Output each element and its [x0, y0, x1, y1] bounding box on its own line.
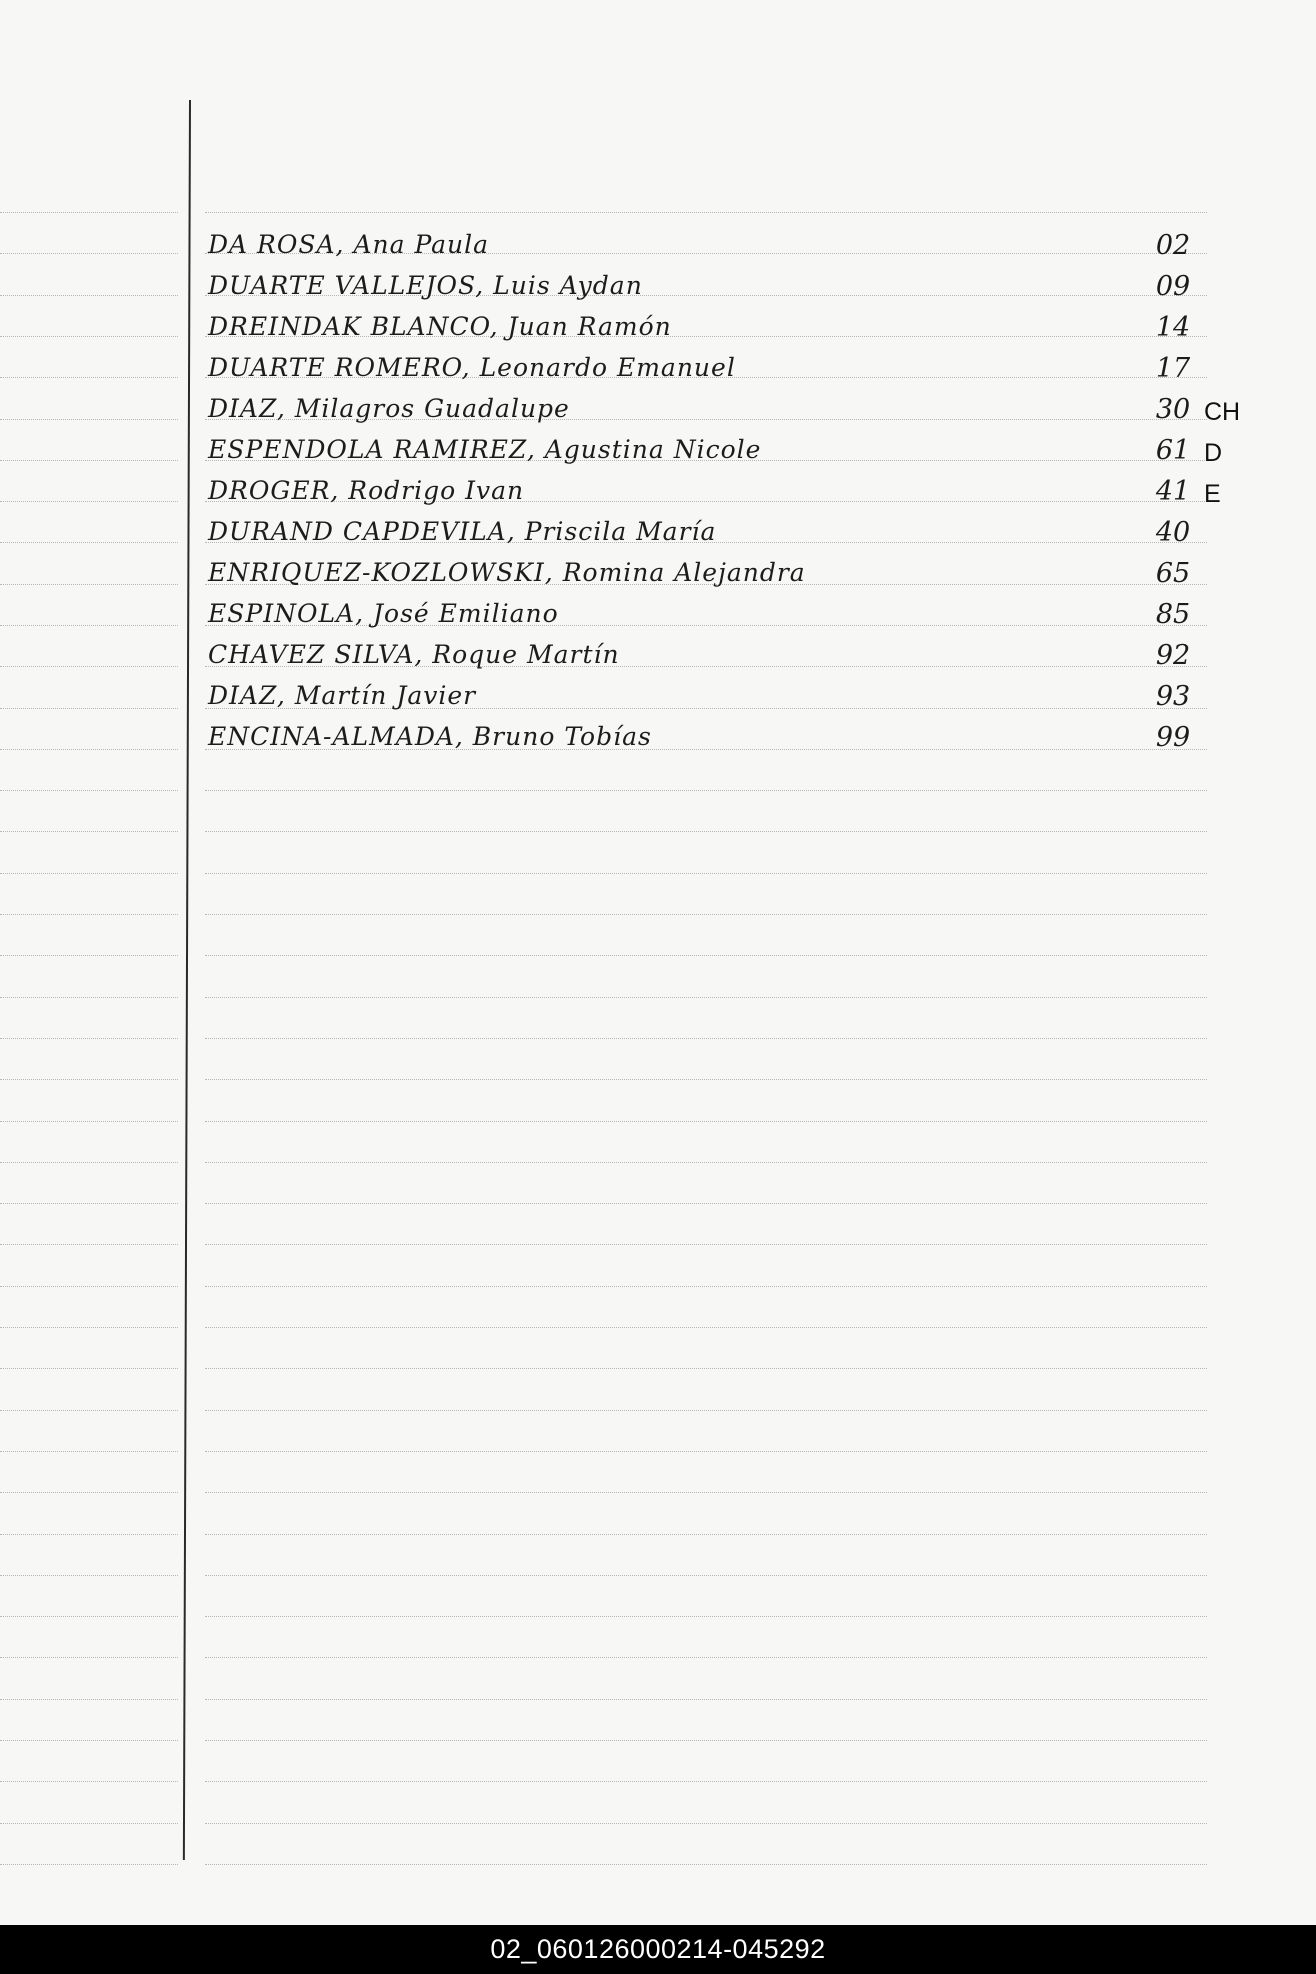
entry-number: 09: [1155, 271, 1191, 302]
ruled-line: [205, 1244, 1207, 1245]
entry-name: DIAZ, Milagros Guadalupe: [208, 394, 570, 423]
entry-mark: CH: [1204, 398, 1241, 426]
ruled-line: [0, 1781, 178, 1782]
ruled-line: [0, 1823, 178, 1824]
entry-mark: E: [1204, 480, 1221, 508]
ruled-line: [0, 1534, 178, 1535]
ruled-line: [205, 914, 1207, 915]
ruled-line: [205, 1699, 1207, 1700]
scan-id-footer: [0, 1925, 1316, 1974]
ruled-line: [205, 1162, 1207, 1163]
entry-name: CHAVEZ SILVA, Roque Martín: [208, 640, 620, 669]
ruled-line: [0, 1451, 178, 1452]
list-item: [208, 679, 1258, 720]
entry-name: ENRIQUEZ-KOZLOWSKI, Romina Alejandra: [208, 558, 806, 587]
ruled-line: [0, 336, 178, 337]
entry-number: 92: [1155, 640, 1191, 671]
list-item: [208, 638, 1258, 679]
entry-number: 02: [1155, 230, 1191, 261]
entry-name: ENCINA-ALMADA, Bruno Tobías: [208, 722, 652, 751]
ruled-line: [0, 666, 178, 667]
ruled-line: [205, 1575, 1207, 1576]
entry-number: 14: [1155, 312, 1191, 343]
ruled-line: [205, 1121, 1207, 1122]
list-item: [208, 433, 1258, 474]
ruled-line: [205, 1368, 1207, 1369]
ruled-line: [0, 1368, 178, 1369]
ruled-line: [205, 1079, 1207, 1080]
ruled-line: [0, 625, 178, 626]
list-item: [208, 392, 1258, 433]
ruled-line: [0, 295, 178, 296]
ruled-line: [0, 1492, 178, 1493]
list-item: [208, 720, 1258, 761]
ruled-line: [0, 1162, 178, 1163]
ruled-line: [0, 1203, 178, 1204]
ruled-line: [0, 1121, 178, 1122]
ruled-line: [0, 1038, 178, 1039]
list-item: [208, 515, 1258, 556]
ruled-line: [205, 1038, 1207, 1039]
entry-number: 85: [1155, 599, 1191, 630]
entry-name: ESPINOLA, José Emiliano: [208, 599, 559, 628]
ruled-line: [205, 1286, 1207, 1287]
list-item: [208, 269, 1258, 310]
name-list: [208, 228, 1258, 761]
ruled-line: [0, 1616, 178, 1617]
ruled-line: [0, 377, 178, 378]
ruled-line: [0, 253, 178, 254]
ruled-line: [0, 708, 178, 709]
ruled-line: [0, 460, 178, 461]
entry-name: DURAND CAPDEVILA, Priscila María: [208, 517, 717, 546]
ruled-line: [0, 1244, 178, 1245]
ruled-line: [205, 1451, 1207, 1452]
ruled-line: [0, 1575, 178, 1576]
entry-number: 99: [1155, 722, 1191, 753]
entry-number: 30: [1155, 394, 1191, 425]
ruled-line: [0, 790, 178, 791]
ruled-line: [205, 212, 1207, 213]
ruled-line: [205, 1864, 1207, 1865]
ruled-line: [0, 212, 178, 213]
ruled-line: [205, 1410, 1207, 1411]
entry-name: DUARTE ROMERO, Leonardo Emanuel: [208, 353, 736, 382]
ruled-line: [0, 1286, 178, 1287]
list-item: [208, 228, 1258, 269]
ruled-line: [205, 790, 1207, 791]
entry-number: 65: [1155, 558, 1191, 589]
ruled-line: [205, 1327, 1207, 1328]
list-item: [208, 556, 1258, 597]
ruled-line: [205, 1616, 1207, 1617]
entry-number: 41: [1155, 476, 1191, 507]
entry-name: DIAZ, Martín Javier: [208, 681, 477, 710]
list-item: [208, 474, 1258, 515]
ruled-line: [0, 873, 178, 874]
ruled-line: [0, 831, 178, 832]
entry-number: 40: [1155, 517, 1191, 548]
ruled-line: [0, 1740, 178, 1741]
ruled-line: [0, 584, 178, 585]
ruled-line: [205, 873, 1207, 874]
ruled-line: [0, 955, 178, 956]
ruled-line: [0, 1657, 178, 1658]
entry-name: ESPENDOLA RAMIREZ, Agustina Nicole: [208, 435, 762, 464]
entry-number: 93: [1155, 681, 1191, 712]
ruled-line: [205, 1534, 1207, 1535]
entry-name: DROGER, Rodrigo Ivan: [208, 476, 525, 505]
ruled-line: [205, 1740, 1207, 1741]
ruled-line: [0, 419, 178, 420]
ruled-line: [205, 1781, 1207, 1782]
ruled-line: [205, 1492, 1207, 1493]
ruled-line: [0, 1410, 178, 1411]
entry-number: 17: [1155, 353, 1191, 384]
ruled-line: [0, 1699, 178, 1700]
list-item: [208, 310, 1258, 351]
entry-number: 61: [1155, 435, 1191, 466]
ruled-line: [205, 1823, 1207, 1824]
ruled-line: [205, 831, 1207, 832]
entry-name: DA ROSA, Ana Paula: [208, 230, 490, 259]
entry-mark: D: [1204, 439, 1223, 467]
ruled-line: [205, 1203, 1207, 1204]
list-item: [208, 351, 1258, 392]
ruled-line: [0, 1864, 178, 1865]
ruled-line: [0, 501, 178, 502]
ruled-line: [0, 542, 178, 543]
ruled-line: [205, 997, 1207, 998]
ruled-line: [0, 914, 178, 915]
entry-name: DUARTE VALLEJOS, Luis Aydan: [208, 271, 643, 300]
ruled-line: [0, 749, 178, 750]
ruled-line: [0, 1327, 178, 1328]
entry-name: DREINDAK BLANCO, Juan Ramón: [208, 312, 672, 341]
ruled-line: [0, 1079, 178, 1080]
list-item: [208, 597, 1258, 638]
ruled-line: [205, 955, 1207, 956]
scan-id: 02_060126000214-045292: [490, 1934, 826, 1964]
ruled-line: [0, 997, 178, 998]
ruled-line: [205, 1657, 1207, 1658]
